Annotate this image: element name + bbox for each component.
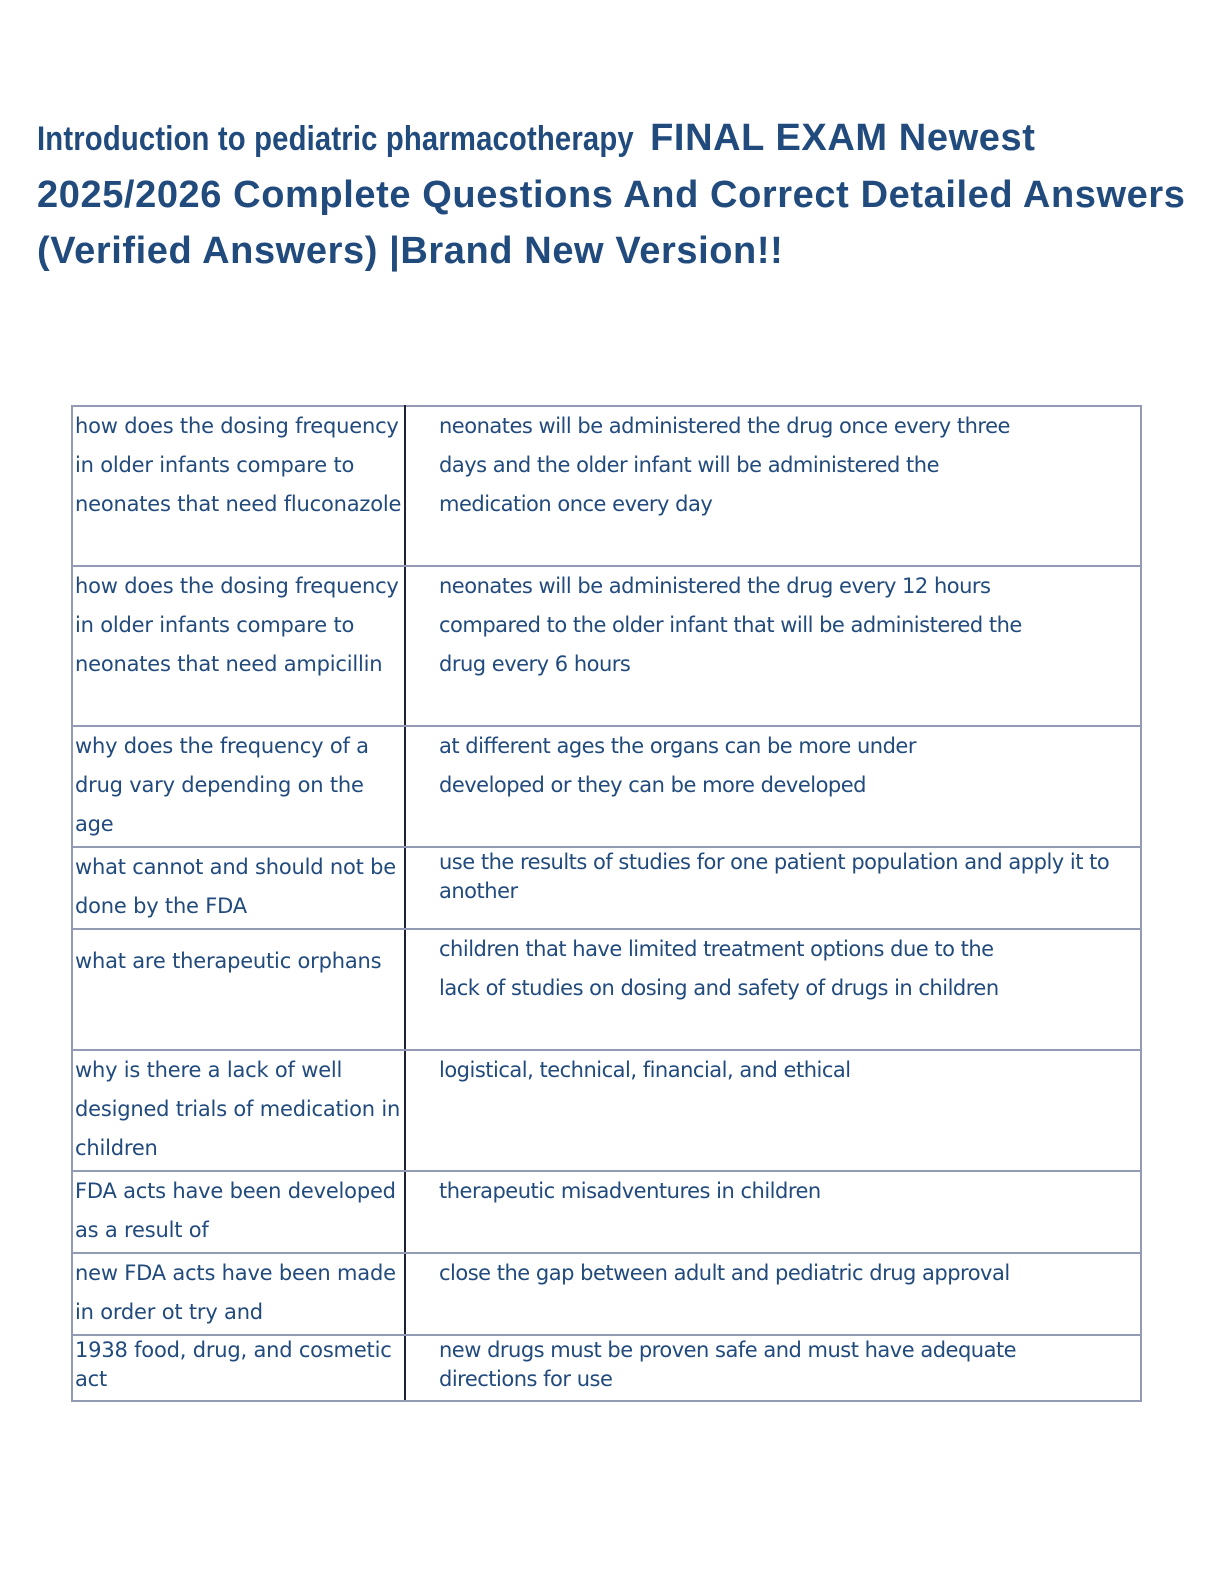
answer-cell: use the results of studies for one patient population and apply it to another — [405, 847, 1141, 929]
answer-cell: neonates will be administered the drug once every three days and the older infant will be administered the medication once every day — [405, 406, 1141, 566]
answer-cell: at different ages the organs can be more under developed or they can be more developed — [405, 726, 1141, 847]
answer-cell: logistical, technical, financial, and ethical — [405, 1050, 1141, 1171]
answer-cell: new drugs must be proven safe and must have adequate directions for use — [405, 1335, 1141, 1401]
question-cell: what are therapeutic orphans — [72, 929, 405, 1050]
table-row — [72, 726, 1141, 847]
table-row — [72, 1253, 1141, 1335]
table-row — [72, 1335, 1141, 1401]
table-row — [72, 847, 1141, 929]
table-row — [72, 929, 1141, 1050]
question-cell: why does the frequency of a drug vary depending on the age — [72, 726, 405, 847]
table-row — [72, 406, 1141, 566]
question-cell: 1938 food, drug, and cosmetic act — [72, 1335, 405, 1401]
question-cell: how does the dosing frequency in older infants compare to neonates that need fluconazole — [72, 406, 405, 566]
answer-cell: children that have limited treatment options due to the lack of studies on dosing and safety of drugs in children — [405, 929, 1141, 1050]
answer-cell: close the gap between adult and pediatric drug approval — [405, 1253, 1141, 1335]
document-title — [37, 110, 1187, 279]
answer-cell: neonates will be administered the drug every 12 hours compared to the older infant that will be administered the drug every 6 hours — [405, 566, 1141, 726]
question-cell: FDA acts have been developed as a result of — [72, 1171, 405, 1253]
qa-table — [71, 405, 1142, 1402]
question-cell: how does the dosing frequency in older infants compare to neonates that need ampicillin — [72, 566, 405, 726]
table-row — [72, 1171, 1141, 1253]
table-row — [72, 566, 1141, 726]
question-cell: what cannot and should not be done by the FDA — [72, 847, 405, 929]
table-row — [72, 1050, 1141, 1171]
title-rest: FINAL EXAM Newest 2025/2026 Complete Questions And Correct Detailed Answers (Verified Answers) |Brand New Version!! — [37, 117, 1186, 272]
question-cell: why is there a lack of well designed trials of medication in children — [72, 1050, 405, 1171]
question-cell: new FDA acts have been made in order ot try and — [72, 1253, 405, 1335]
title-lead: Introduction to pediatric pharmacotherapy — [37, 120, 634, 158]
answer-cell: therapeutic misadventures in children — [405, 1171, 1141, 1253]
